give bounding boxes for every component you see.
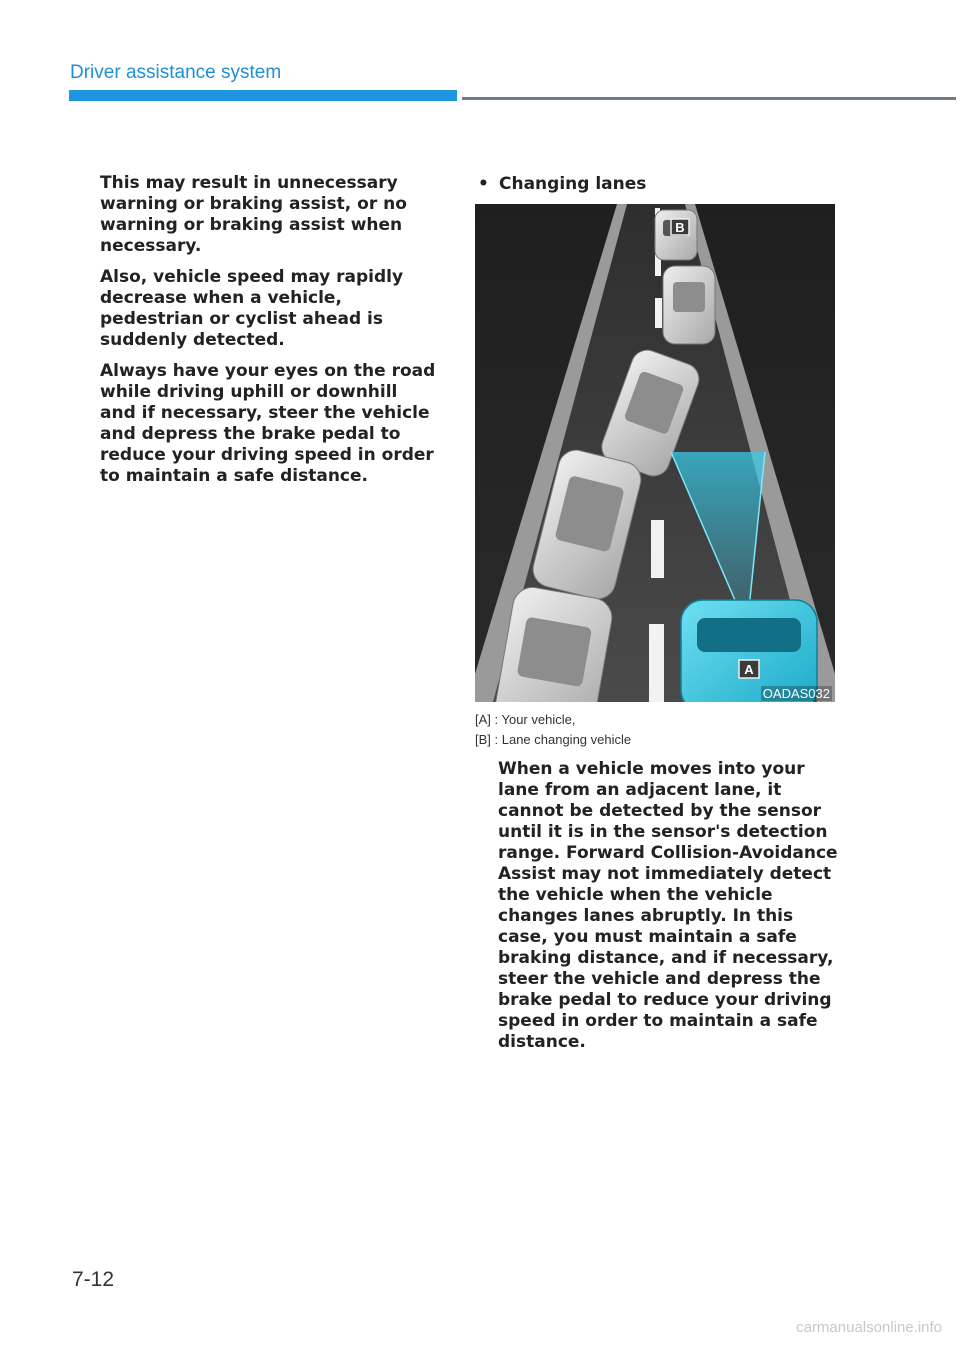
caption-b: [B] : Lane changing vehicle (475, 732, 632, 747)
vehicle-b (655, 210, 697, 260)
header-rule-gray (462, 97, 956, 100)
caption-a: [A] : Your vehicle, (475, 712, 576, 727)
bullet-heading (478, 174, 646, 195)
figure-code: OADAS032 (762, 686, 830, 701)
left-column (100, 173, 436, 497)
bullet-dot: • (478, 174, 489, 194)
paragraph-unnecessary-warning: This may result in unnecessary warning or braking assist, or no warning or braking assist when necessary. (100, 173, 407, 256)
lane-change-illustration (475, 204, 835, 702)
section-title: Driver assistance system (70, 62, 282, 83)
header-rule-blue (69, 90, 457, 101)
heading-changing-lanes: Changing lanes (499, 174, 647, 194)
paragraph-speed-decrease: Also, vehicle speed may rapidly decrease when a vehicle, pedestrian or cyclist ahead is suddenly detected. (100, 267, 404, 350)
watermark: carmanualsonline.info (796, 1319, 942, 1336)
paragraph-lane-change: When a vehicle moves into your lane from an adjacent lane, it cannot be detected by the sensor until it is in the sensor's detection range. Forward Collision-Avoidance Assist may not immediately detect the vehicle when the vehicle changes lanes abruptly. In this case, you must maintain a safe braking distance, and if necessary, steer the vehicle and depress the brake pedal to reduce your driving speed in order to maintain a safe distance. (498, 759, 838, 1052)
lane-change-drawing (475, 204, 835, 702)
paragraph-eyes-on-road: Always have your eyes on the road while driving uphill or downhill and if necessary, steer the vehicle and depress the brake pedal to reduce your driving speed in order to maintain a safe distance. (100, 361, 436, 486)
page-number: 7-12 (72, 1268, 115, 1291)
label-a: A (744, 662, 754, 677)
label-b: B (675, 220, 685, 235)
